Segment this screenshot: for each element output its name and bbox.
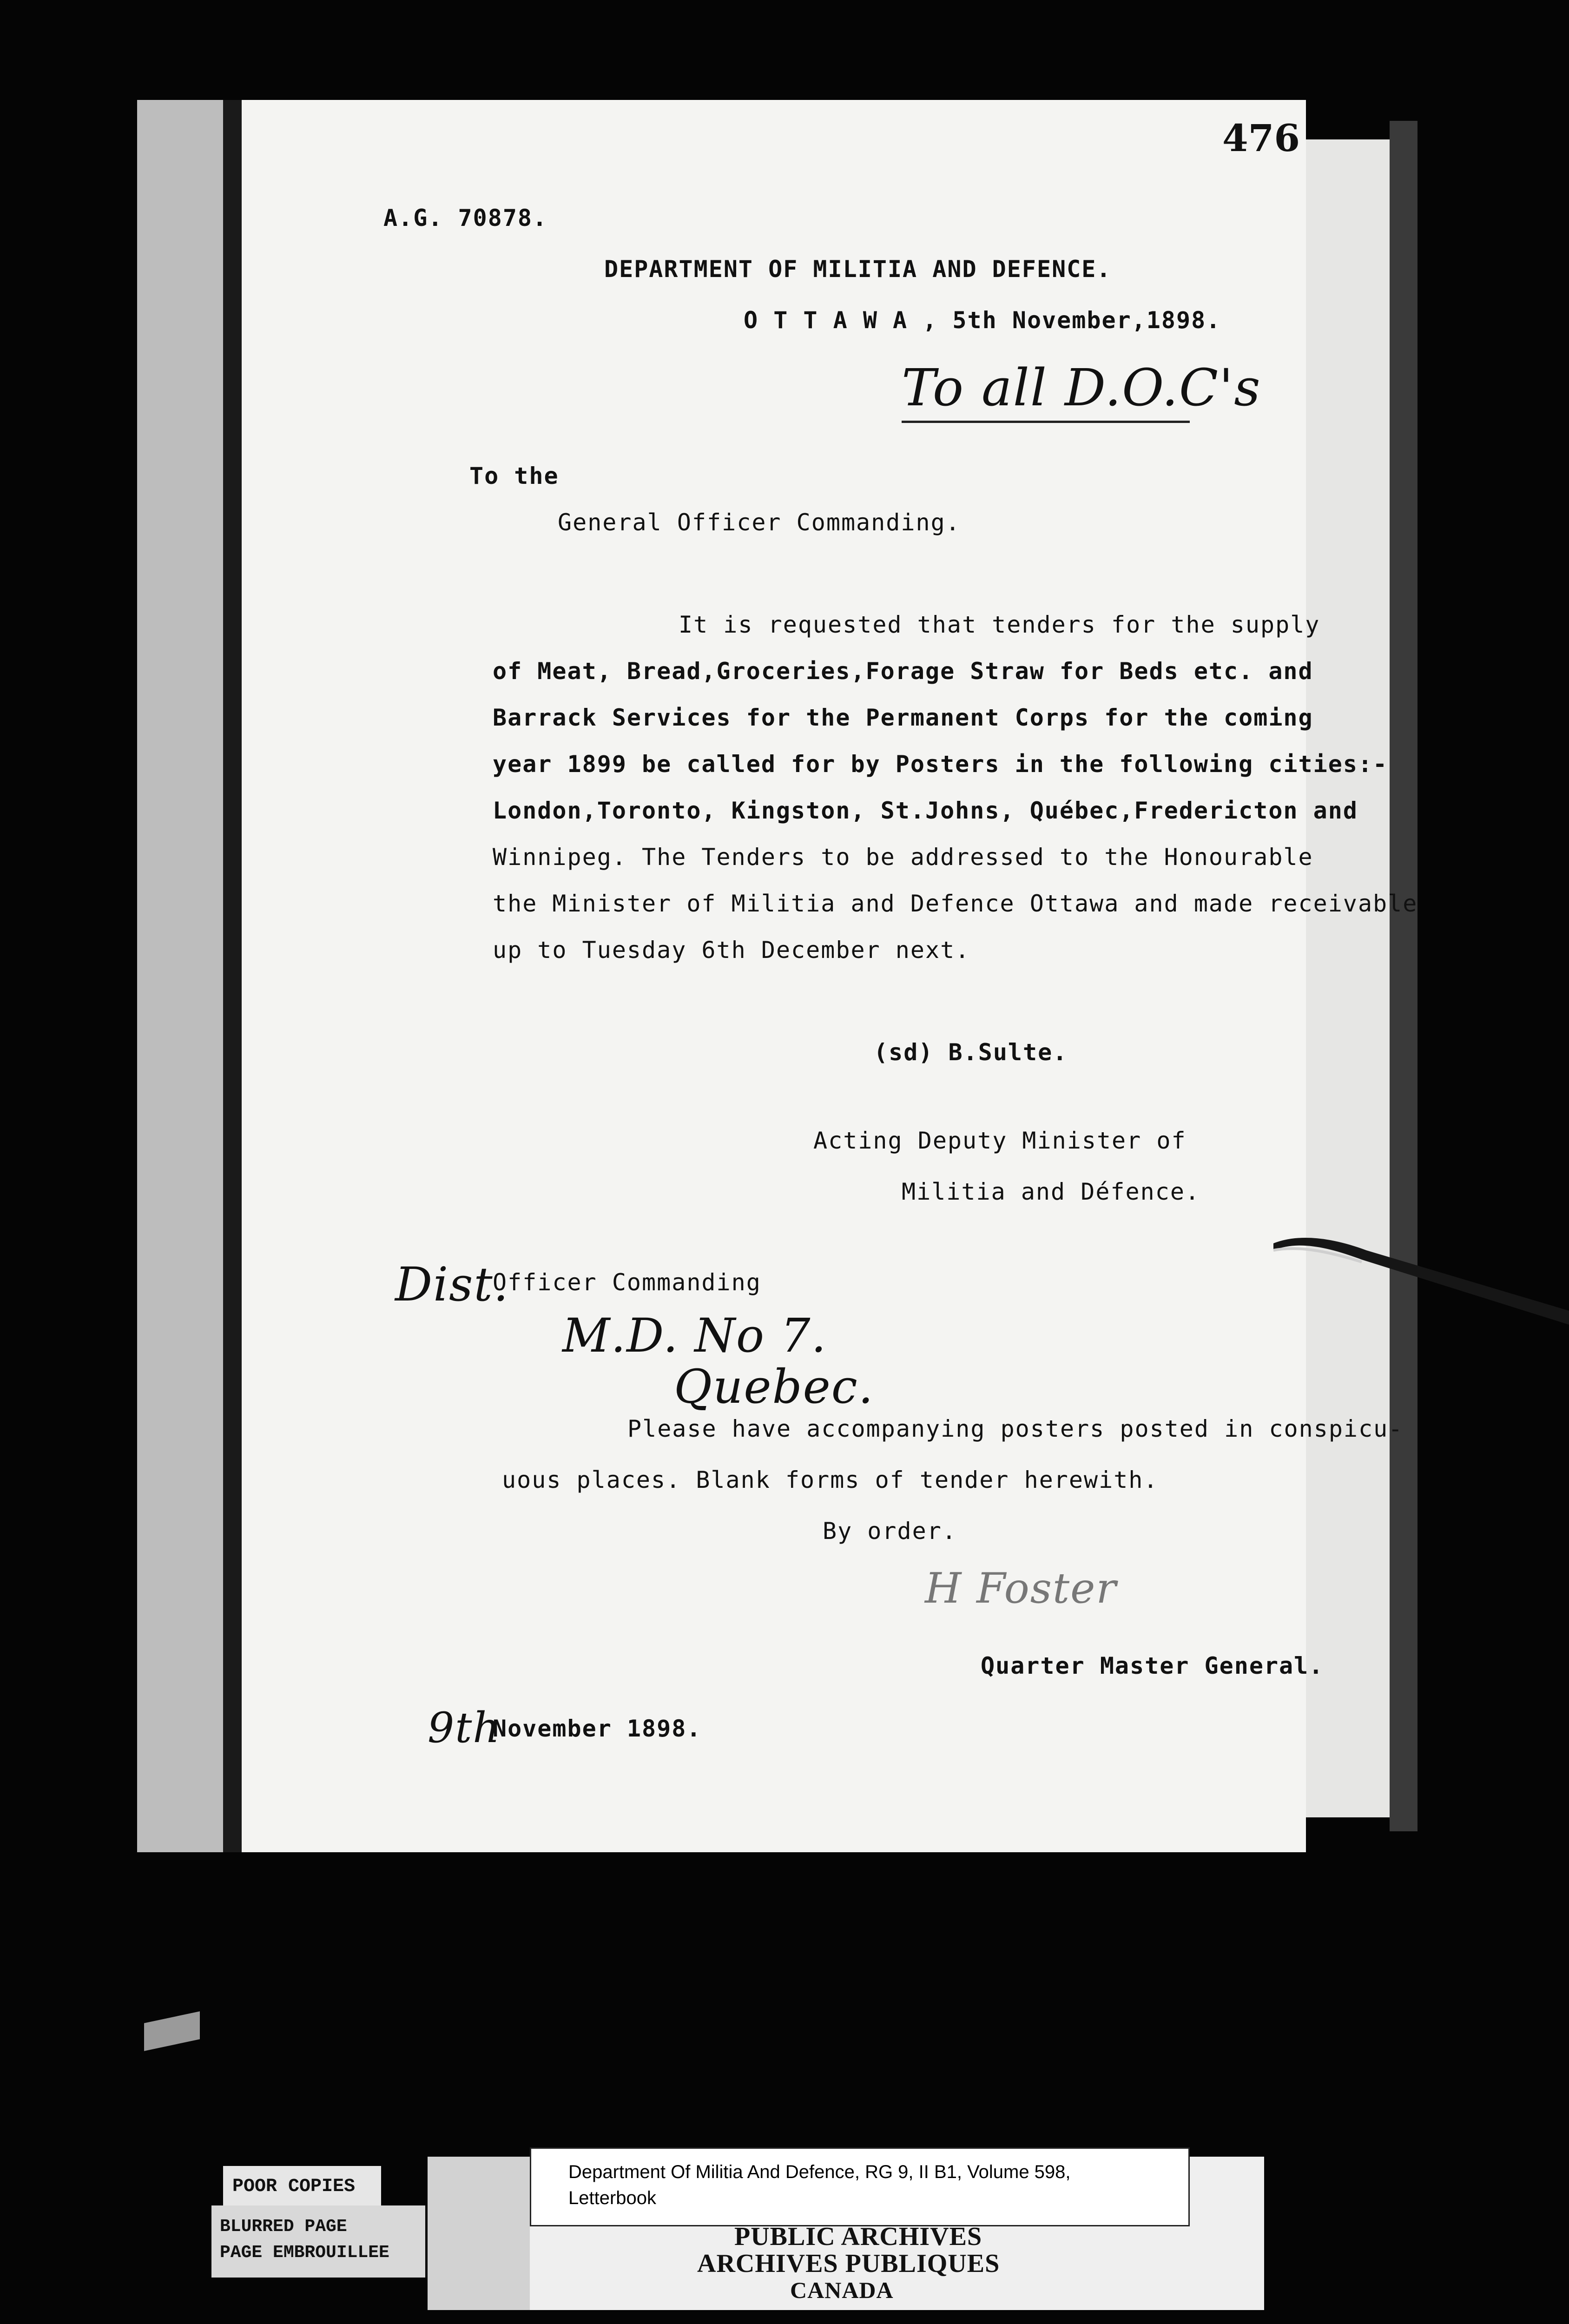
pointer-icon (1269, 1232, 1569, 1325)
film-strip-edge (137, 100, 230, 1852)
officer-commanding: Officer Commanding (493, 1269, 761, 1296)
archives-stamp-fr: ARCHIVES PUBLIQUES (697, 2249, 1000, 2278)
city-date-line: O T T A W A , 5th November,1898. (744, 307, 1221, 334)
handwritten-district: M.D. No 7. (562, 1308, 827, 1363)
signer-title: Militia and Défence. (902, 1178, 1200, 1205)
endorsement-line: uous places. Blank forms of tender herewith. (502, 1466, 1159, 1493)
letter-page (242, 100, 1418, 1852)
source-citation-type: Letterbook (568, 2188, 657, 2208)
page-edge (1301, 139, 1394, 1817)
page-embrouillee-text: PAGE EMBROUILLEE (220, 2243, 389, 2263)
signer-title: Acting Deputy Minister of (813, 1127, 1187, 1154)
body-line: Barrack Services for the Permanent Corps for the coming (493, 704, 1313, 731)
body-line: London,Toronto, Kingston, St.Johns, Québec,Fredericton and (493, 797, 1358, 824)
body-line: up to Tuesday 6th December next. (493, 937, 970, 964)
film-tab (144, 2011, 200, 2051)
poor-copies-text: POOR COPIES (232, 2176, 356, 2197)
signed-by: (sd) B.Sulte. (874, 1039, 1068, 1066)
source-citation: Department Of Militia And Defence, RG 9, II B1, Volume 598, (568, 2162, 1071, 2182)
poor-copies-label (223, 2166, 381, 2208)
handwritten-underline (902, 421, 1190, 423)
page-number: 476 (1222, 116, 1300, 160)
signature: H Foster (925, 1564, 1117, 1613)
handwritten-dist: Dist. (395, 1257, 509, 1312)
archives-stamp-country: CANADA (790, 2277, 894, 2303)
blurred-page-label (211, 2205, 425, 2278)
handwritten-date: 9th (428, 1703, 501, 1752)
body-line: the Minister of Militia and Defence Ottawa and made receivable (493, 890, 1418, 917)
archives-slip-shadow (428, 2157, 530, 2310)
salutation-to: To the (469, 462, 559, 489)
body-line: of Meat, Bread,Groceries,Forage Straw for Beds etc. and (493, 658, 1313, 685)
handwritten-addressee: To all D.O.C's (902, 358, 1261, 417)
blurred-page-text: BLURRED PAGE (220, 2217, 347, 2237)
qmg-title: Quarter Master General. (981, 1652, 1324, 1679)
archives-stamp-en: PUBLIC ARCHIVES (734, 2222, 982, 2251)
source-card (530, 2147, 1190, 2226)
body-line: It is requested that tenders for the supply (679, 611, 1320, 638)
endorsement-line: Please have accompanying posters posted in conspicu- (627, 1415, 1404, 1442)
typed-date: November 1898. (493, 1715, 702, 1742)
department-heading: DEPARTMENT OF MILITIA AND DEFENCE. (604, 256, 1112, 283)
recipient-title: General Officer Commanding. (558, 509, 961, 536)
by-order: By order. (823, 1518, 957, 1545)
file-reference: A.G. 70878. (383, 205, 548, 231)
body-line: Winnipeg. The Tenders to be addressed to the Honourable (493, 844, 1313, 871)
handwritten-quebec: Quebec. (674, 1360, 874, 1414)
page-binding (1390, 121, 1417, 1831)
body-line: year 1899 be called for by Posters in the following cities:- (493, 751, 1388, 778)
film-strip-shadow (223, 100, 242, 1852)
